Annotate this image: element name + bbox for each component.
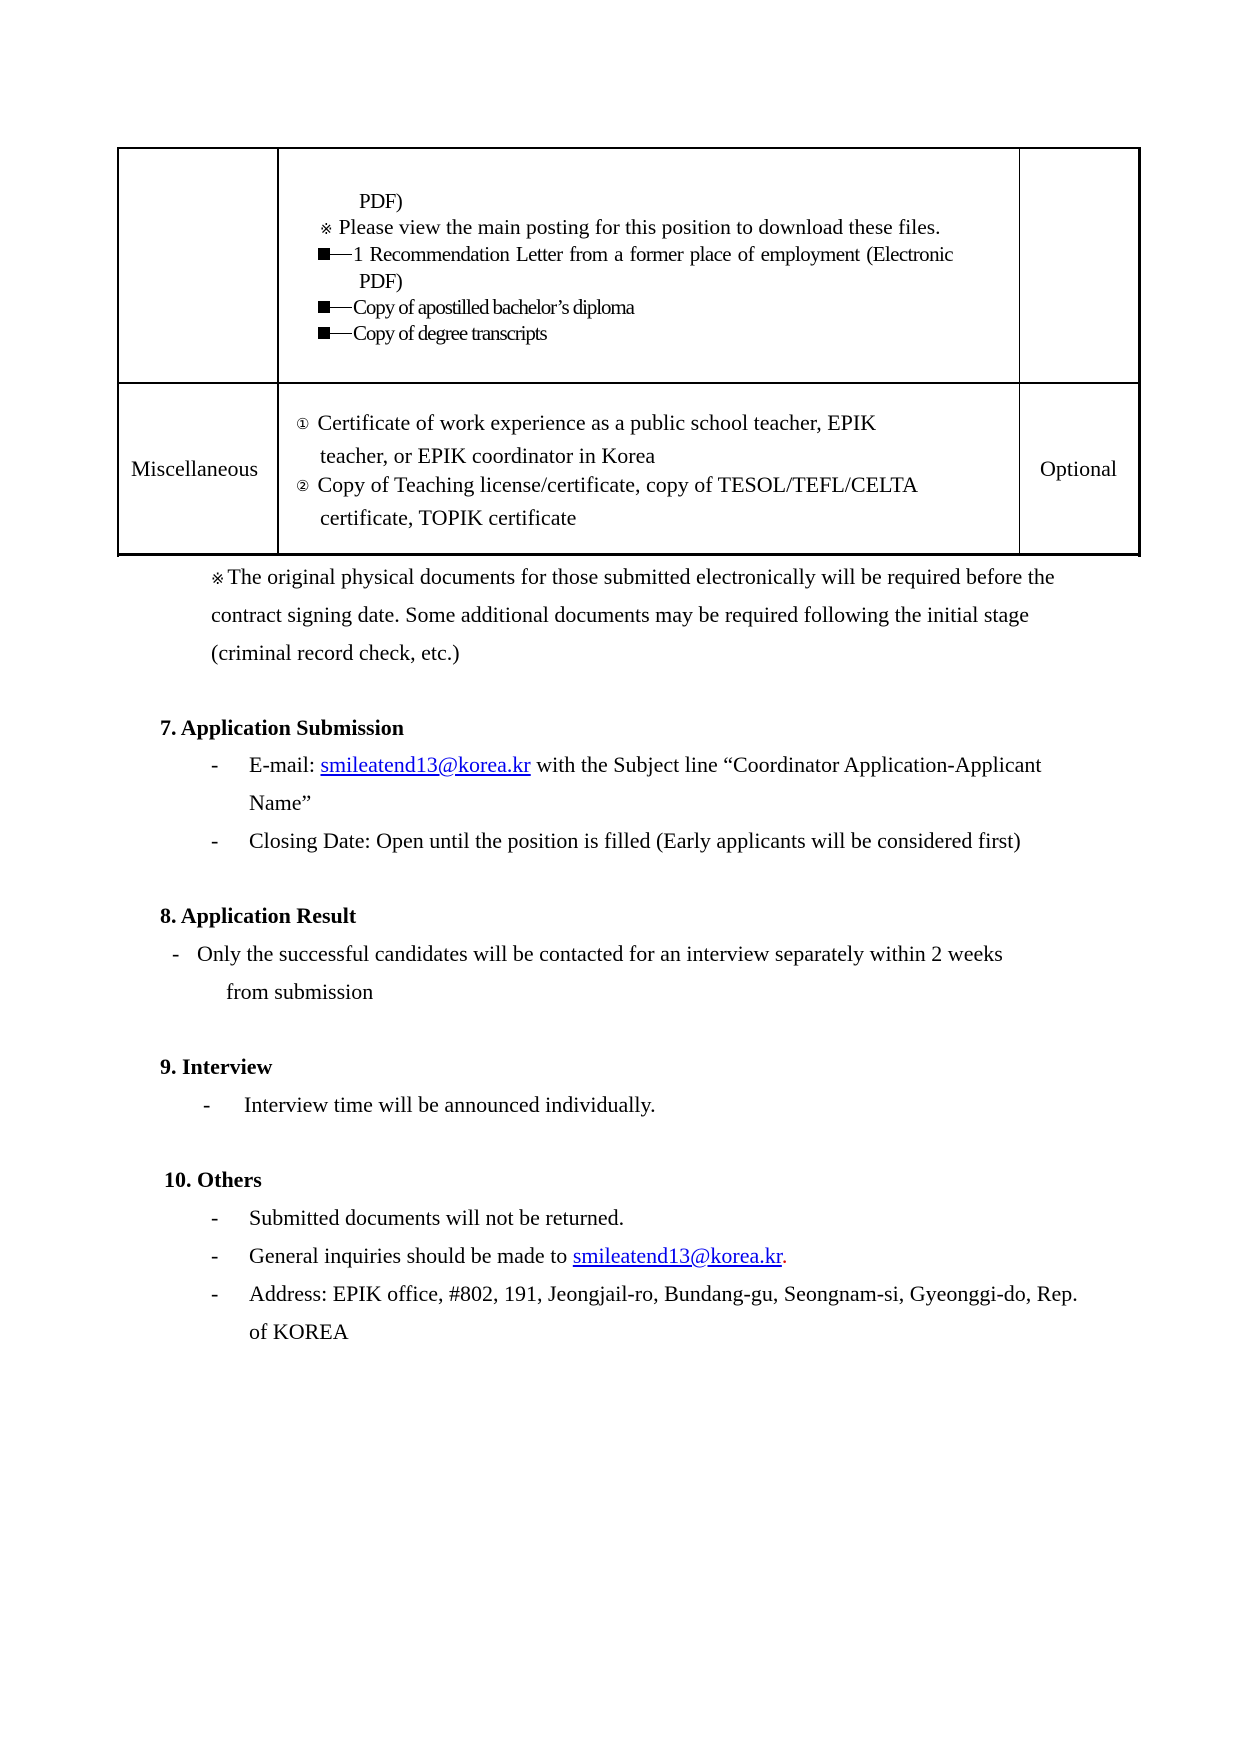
list-dash: -	[203, 1092, 211, 1117]
email-link[interactable]: smileatend13@korea.kr	[320, 752, 531, 777]
others-item: Submitted documents will not be returned.	[249, 1205, 625, 1230]
inquiry-text: General inquiries should be made to	[249, 1243, 573, 1268]
square-bullet-icon	[318, 248, 330, 260]
item-text: Copy of degree transcripts	[353, 321, 547, 345]
item-text: Copy of apostilled bachelor’s diploma	[353, 295, 634, 319]
category-cell: Miscellaneous	[131, 456, 259, 481]
section-heading: 10. Others	[164, 1167, 262, 1192]
list-dash: -	[211, 1281, 219, 1306]
table-border-top	[117, 147, 1141, 149]
item-text: Please view the main posting for this position to download these files.	[338, 215, 941, 239]
list-dash: -	[211, 1205, 219, 1230]
doc-item-continuation	[359, 188, 402, 214]
others-item: Address: EPIK office, #802, 191, Jeongjail-ro, Bundang-gu, Seongnam-si, Gyeonggi-do, Rep.	[249, 1281, 1078, 1306]
dash-line-icon	[330, 307, 352, 308]
email-line	[249, 752, 1042, 778]
table-col-divider-1	[277, 147, 279, 555]
item-text: Copy of Teaching license/certificate, copy of TESOL/TEFL/CELTA	[317, 472, 918, 497]
closing-date: Closing Date: Open until the position is filled (Early applicants will be considered first)	[249, 828, 1021, 853]
item-text: 1 Recommendation Letter from a former place of employment (Electronic	[353, 242, 953, 266]
misc-item-1	[296, 410, 876, 438]
circled-one-icon: ①	[296, 417, 310, 433]
footnote-text: The original physical documents for those submitted electronically will be required before the	[227, 564, 1055, 589]
result-text-cont: from submission	[226, 979, 374, 1004]
table-row-divider	[117, 382, 1141, 384]
doc-item-continuation	[359, 268, 402, 294]
table-border-left	[117, 147, 119, 557]
section-heading: 7. Application Submission	[160, 715, 404, 740]
list-dash: -	[211, 828, 219, 853]
doc-item-diploma	[318, 294, 634, 320]
misc-item-2-cont: certificate, TOPIK certificate	[320, 505, 577, 530]
reference-mark-icon: ※	[320, 222, 333, 238]
others-item	[249, 1243, 787, 1269]
table-border-bottom	[117, 553, 1141, 556]
status-cell: Optional	[1040, 456, 1117, 481]
item-text: Certificate of work experience as a public school teacher, EPIK	[317, 410, 877, 435]
footnote-line	[211, 564, 1055, 593]
circled-two-icon: ②	[296, 479, 310, 495]
list-dash: -	[172, 941, 180, 966]
table-border-right	[1138, 147, 1141, 557]
reference-mark-icon: ※	[211, 571, 225, 588]
list-dash: -	[211, 752, 219, 777]
dash-line-icon	[330, 254, 352, 255]
download-note	[320, 214, 941, 243]
misc-item-2	[296, 472, 918, 500]
list-dash: -	[211, 1243, 219, 1268]
email-link[interactable]: smileatend13@korea.kr	[572, 1243, 782, 1268]
doc-item-recommendation	[318, 241, 953, 267]
table-col-divider-2	[1019, 147, 1020, 555]
misc-item-1-cont: teacher, or EPIK coordinator in Korea	[320, 443, 656, 468]
footnote-line: contract signing date. Some additional documents may be required following the initial stage	[211, 602, 1030, 627]
result-text: Only the successful candidates will be contacted for an interview separately within 2 weeks	[197, 941, 1003, 966]
item-text: PDF)	[359, 269, 403, 293]
others-item-cont: of KOREA	[249, 1319, 349, 1344]
period: .	[781, 1243, 788, 1268]
email-label: E-mail:	[249, 752, 321, 777]
subject-line-text: with the Subject line “Coordinator Application-Applicant	[530, 752, 1042, 777]
section-heading: 9. Interview	[160, 1054, 273, 1079]
interview-text: Interview time will be announced individually.	[244, 1092, 656, 1117]
section-heading: 8. Application Result	[160, 903, 357, 928]
square-bullet-icon	[318, 327, 330, 339]
square-bullet-icon	[318, 301, 330, 313]
doc-item-transcripts	[318, 320, 547, 346]
item-text: PDF)	[359, 189, 403, 213]
footnote-line: (criminal record check, etc.)	[211, 640, 460, 665]
dash-line-icon	[330, 333, 352, 334]
email-line-cont: Name”	[249, 790, 312, 815]
